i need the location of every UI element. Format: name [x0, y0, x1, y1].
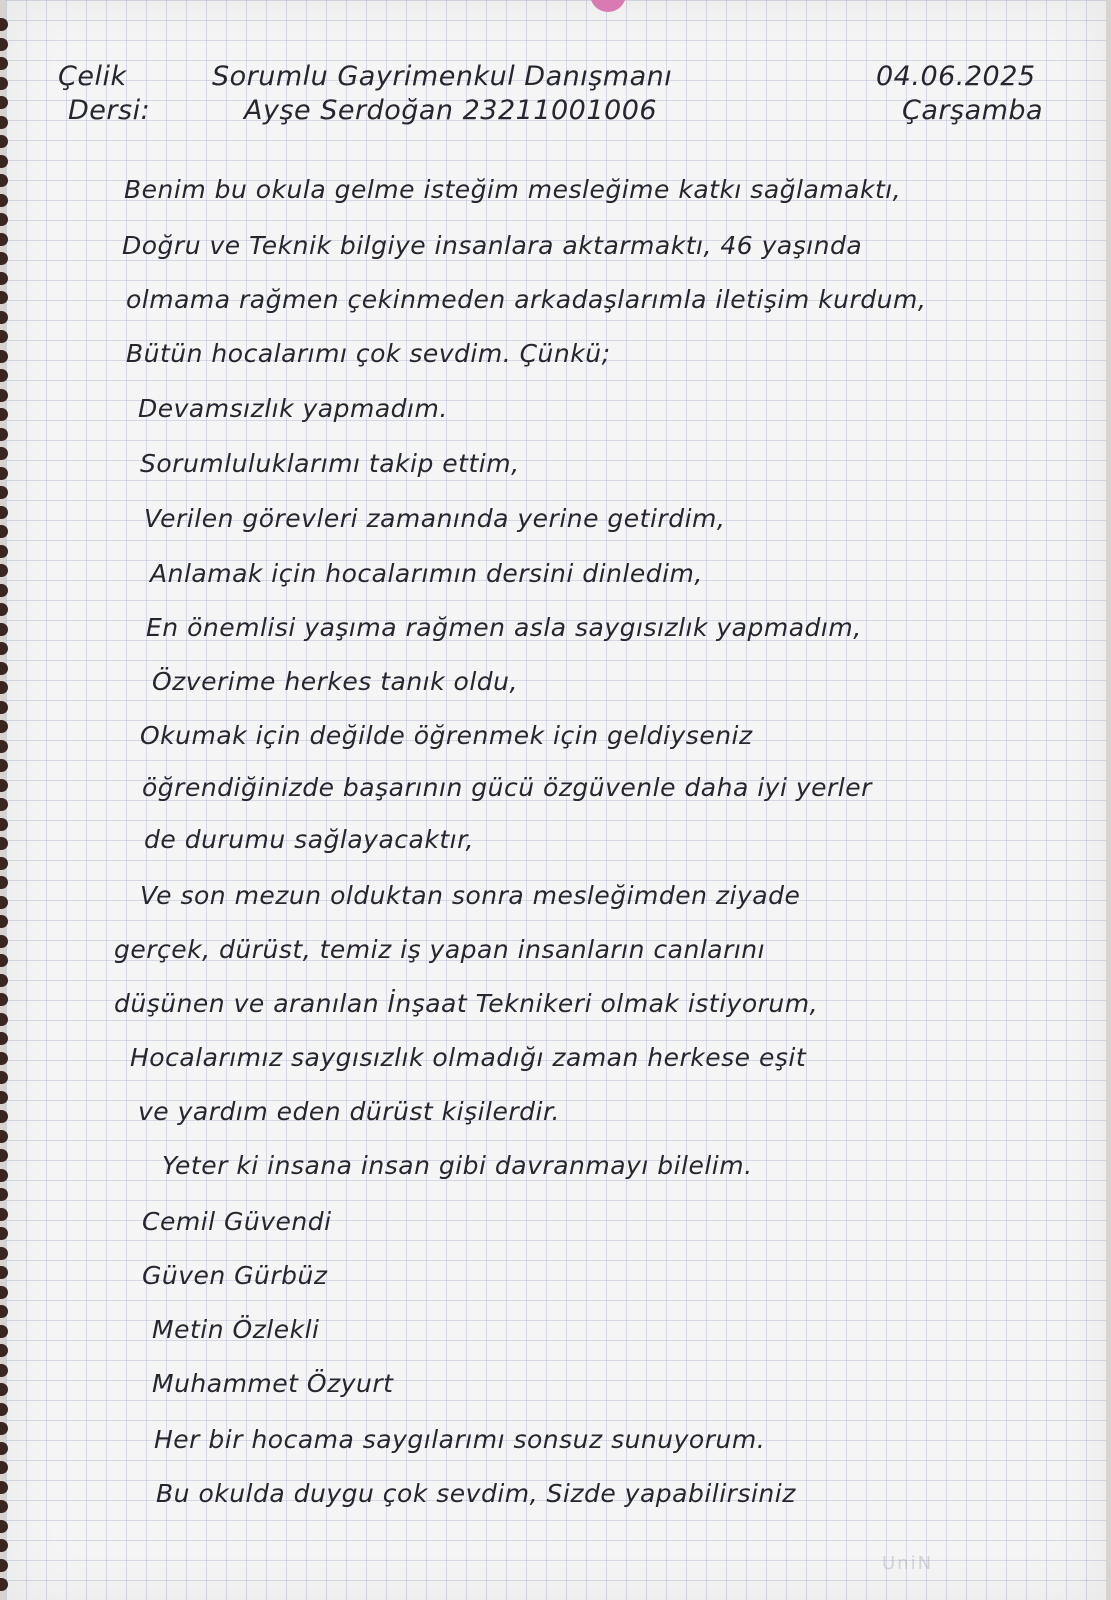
text-line-8: Anlamak için hocalarımın dersini dinledim,: [150, 559, 703, 588]
text-line-6: Sorumluluklarımı takip ettim,: [140, 449, 520, 478]
text-line-1: Benim bu okula gelme isteğim mesleğime katkı sağlamaktı,: [124, 175, 902, 204]
spiral-binding: [0, 18, 14, 1588]
text-line-10: Özverime herkes tanık oldu,: [152, 667, 518, 696]
text-line-25: Bu okulda duygu çok sevdim, Sizde yapabilirsiniz: [156, 1479, 796, 1508]
grid-paper-sheet: [6, 0, 1106, 1600]
teacher-name-1: Cemil Güvendi: [142, 1207, 332, 1236]
date: 04.06.2025: [876, 61, 1036, 92]
text-line-3: olmama rağmen çekinmeden arkadaşlarımla iletişim kurdum,: [126, 285, 927, 314]
text-line-11: Okumak için değilde öğrenmek için geldiyseniz: [140, 721, 753, 750]
text-line-15: gerçek, dürüst, temiz iş yapan insanların canlarını: [114, 935, 766, 964]
course-name-line1: Çelik: [58, 61, 127, 92]
weekday: Çarşamba: [902, 95, 1044, 126]
text-line-2: Doğru ve Teknik bilgiye insanlara aktarmaktı, 46 yaşında: [122, 231, 863, 260]
pink-page-tab: [590, 0, 626, 12]
text-line-5: Devamsızlık yapmadım.: [138, 394, 448, 423]
teacher-name-3: Metin Özlekli: [152, 1315, 320, 1344]
teacher-name-4: Muhammet Özyurt: [152, 1369, 394, 1398]
text-line-12: öğrendiğinizde başarının gücü özgüvenle daha iyi yerler: [142, 773, 872, 802]
text-line-19: Yeter ki insana insan gibi davranmayı bilelim.: [162, 1151, 753, 1180]
text-line-13: de durumu sağlayacaktır,: [144, 825, 474, 854]
text-line-9: En önemlisi yaşıma rağmen asla saygısızlık yapmadım,: [146, 613, 862, 642]
teacher-name-2: Güven Gürbüz: [142, 1261, 328, 1290]
text-line-4: Bütün hocalarımı çok sevdim. Çünkü;: [126, 339, 611, 368]
text-line-17: Hocalarımız saygısızlık olmadığı zaman herkese eşit: [130, 1043, 807, 1072]
document-title: Sorumlu Gayrimenkul Danışmanı: [212, 61, 673, 92]
text-line-16: düşünen ve aranılan İnşaat Teknikeri olmak istiyorum,: [114, 989, 819, 1018]
text-line-18: ve yardım eden dürüst kişilerdir.: [138, 1097, 560, 1126]
text-line-24: Her bir hocama saygılarımı sonsuz sunuyorum.: [154, 1425, 766, 1454]
paper-brand-watermark: UniN: [882, 1553, 934, 1574]
text-line-14: Ve son mezun olduktan sonra mesleğimden ziyade: [140, 881, 801, 910]
text-line-7: Verilen görevleri zamanında yerine getirdim,: [144, 504, 726, 533]
course-name-line2: Dersi:: [68, 95, 151, 126]
student-name-and-id: Ayşe Serdoğan 23211001006: [244, 95, 658, 126]
